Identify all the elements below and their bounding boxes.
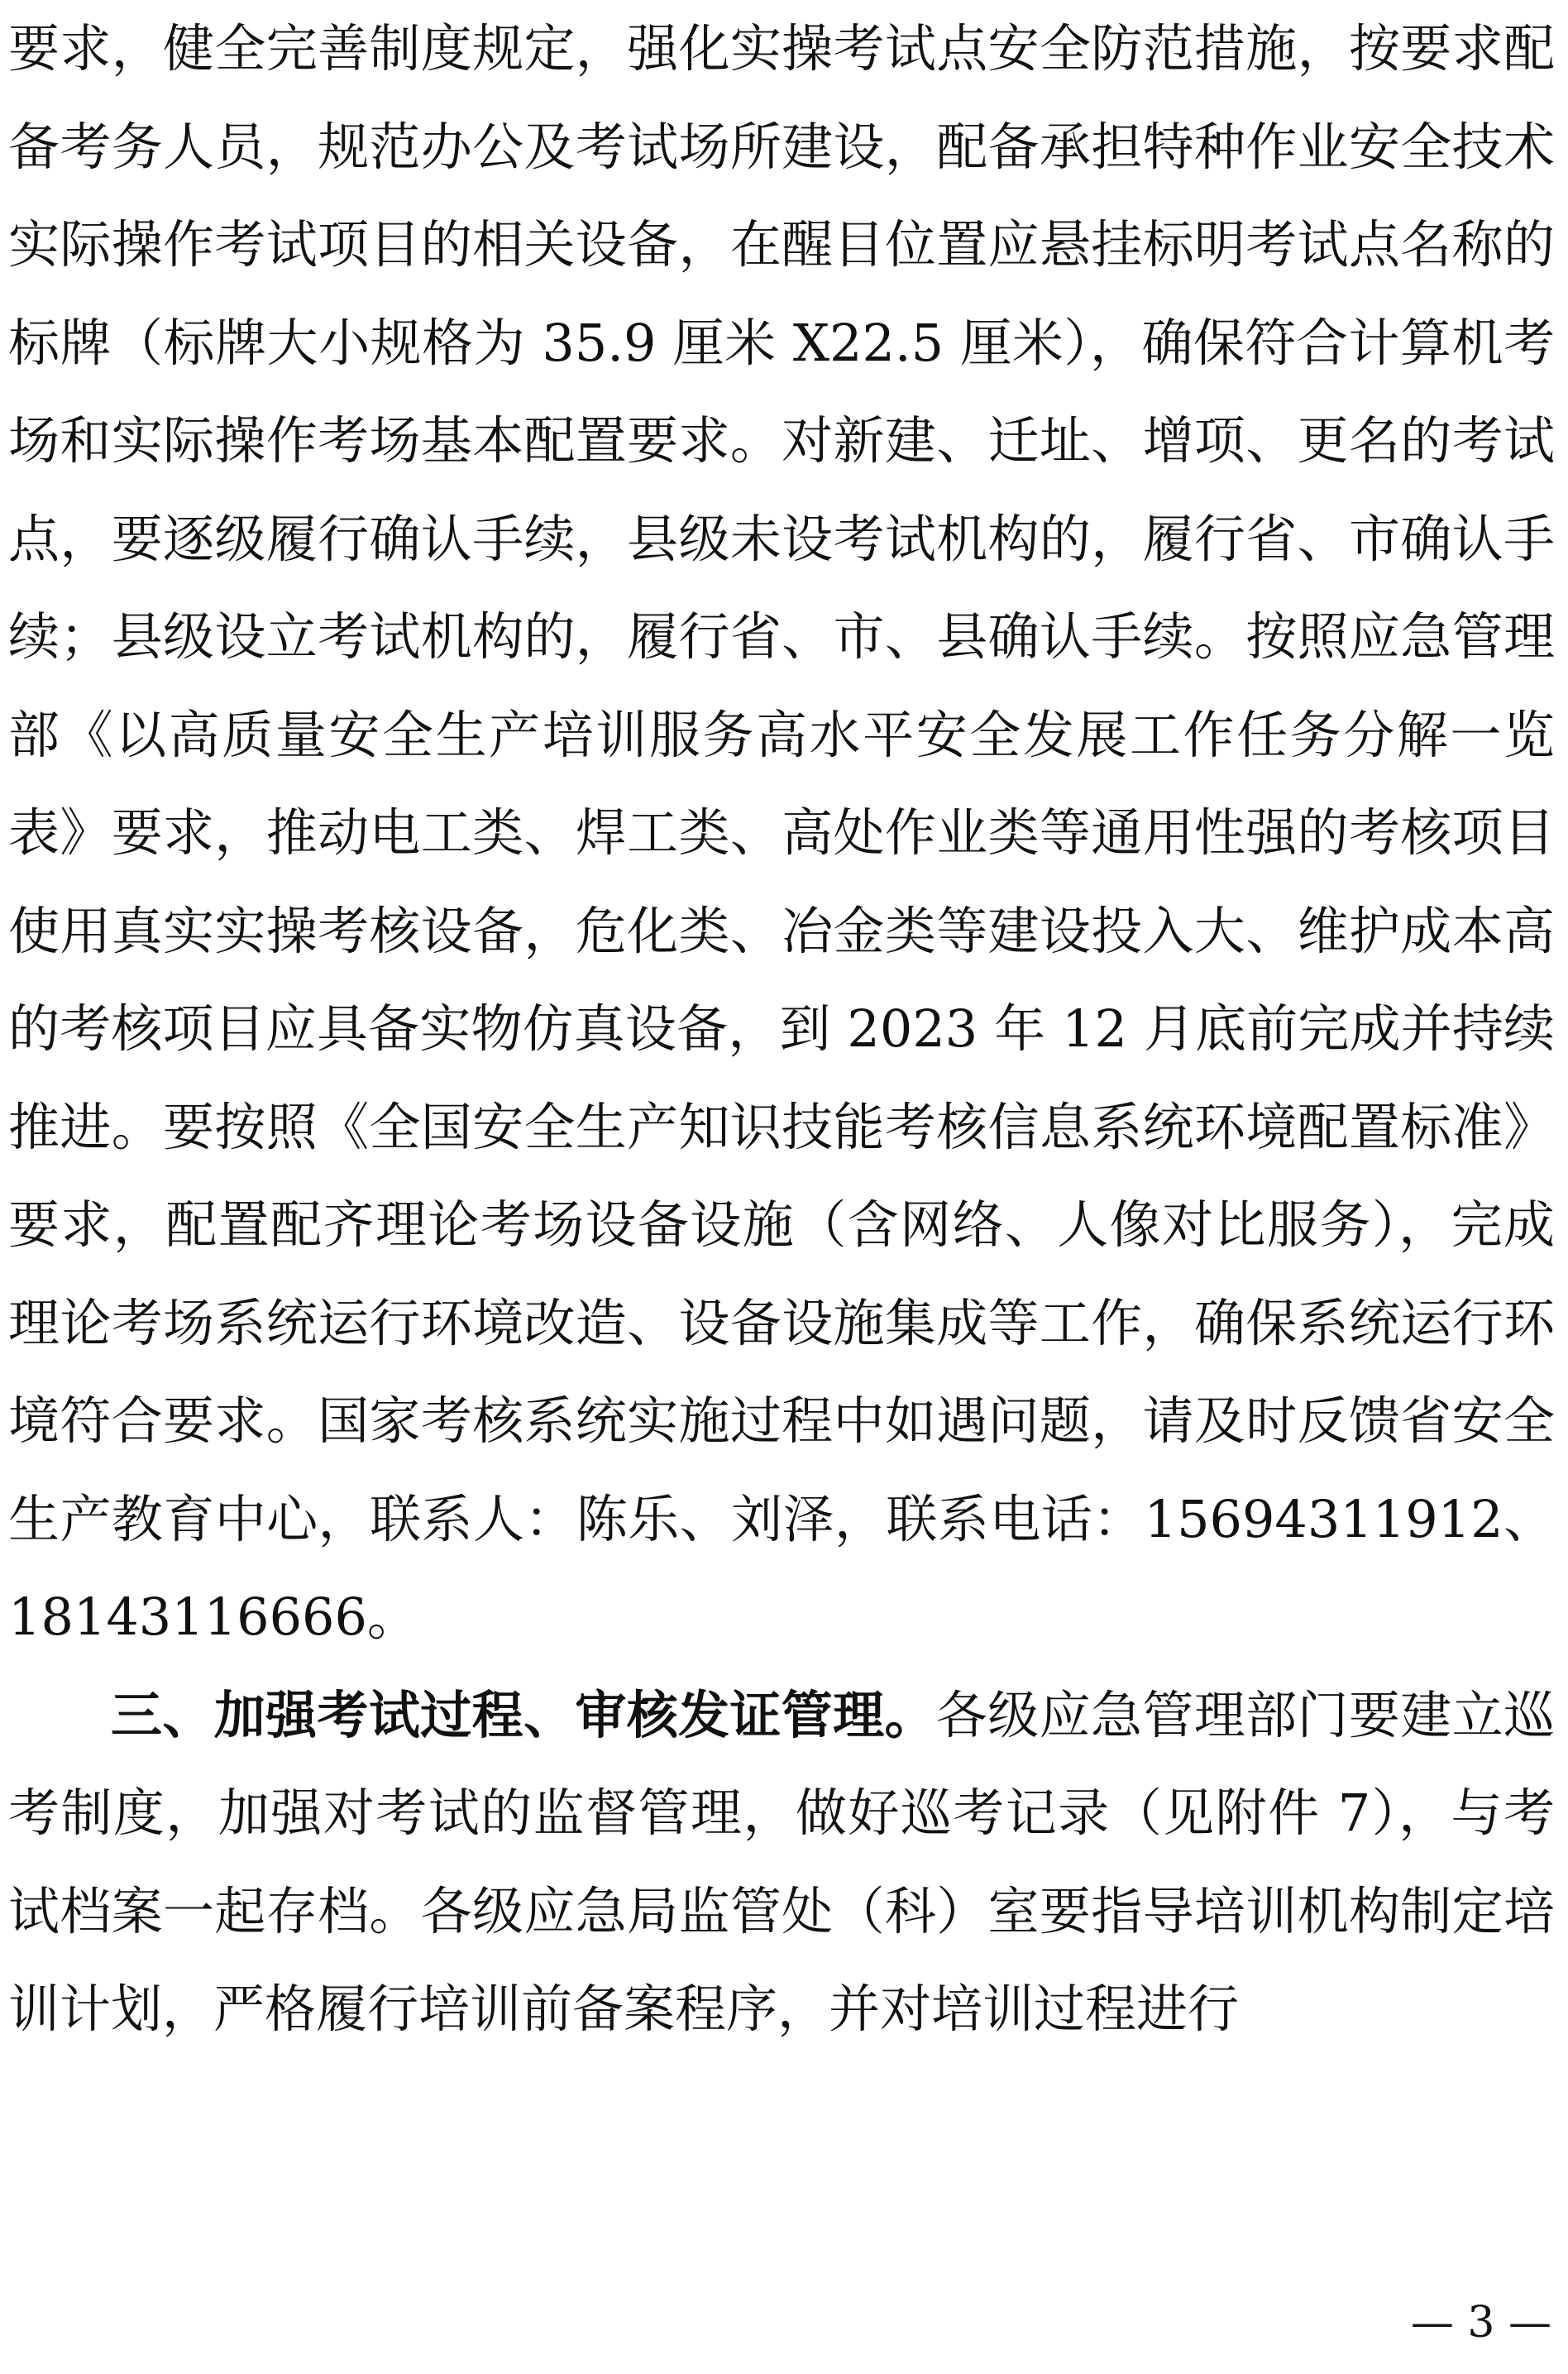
page-number: — 3 — [1410, 2298, 1551, 2348]
document-content [8, 0, 1555, 2059]
body-paragraph-2 [8, 1667, 1555, 2059]
body-paragraph-1: 要求，健全完善制度规定，强化实操考试点安全防范措施，按要求配备考务人员，规范办公及考试场所建设，配备承担特种作业安全技术实际操作考试项目的相关设备，在醒目位置应悬挂标明考试点名称的标牌（标牌大小规格为 35.9 厘米 X22.5 厘米），确保符合计算机考场和实际操作考场基本配置要求。对新建、迁址、增项、更名的考试点，要逐级履行确认手续，县级未设考试机构的，履行省、市确认手续；县级设立考试机构的，履行省、市、县确认手续。按照应急管理部《以高质量安全生产培训服务高水平安全发展工作任务分解一览表》要求，推动电工类、焊工类、高处作业类等通用性强的考核项目使用真实实操考核设备，危化类、冶金类等建设投入大、维护成本高的考核项目应具备实物仿真设备，到 2023 年 12 月底前完成并持续推进。要按照《全国安全生产知识技能考核信息系统环境配置标准》要求，配置配齐理论考场设备设施（含网络、人像对比服务），完成理论考场系统运行环境改造、设备设施集成等工作，确保系统运行环境符合要求。国家考核系统实施过程中如遇问题，请及时反馈省安全生产教育中心，联系人：陈乐、刘泽，联系电话：15694311912、18143116666。 [8, 18, 1555, 1647]
section-body-text: 各级应急管理部门要建立巡考制度，加强对考试的监督管理，做好巡考记录（见附件 7），与考试档案一起存档。各级应急局监管处（科）室要指导培训机构制定培训计划，严格履行培训前备案程序，并对培训过程进行 [8, 1684, 1555, 2039]
section-heading: 三、加强考试过程、审核发证管理。 [111, 1684, 936, 1745]
